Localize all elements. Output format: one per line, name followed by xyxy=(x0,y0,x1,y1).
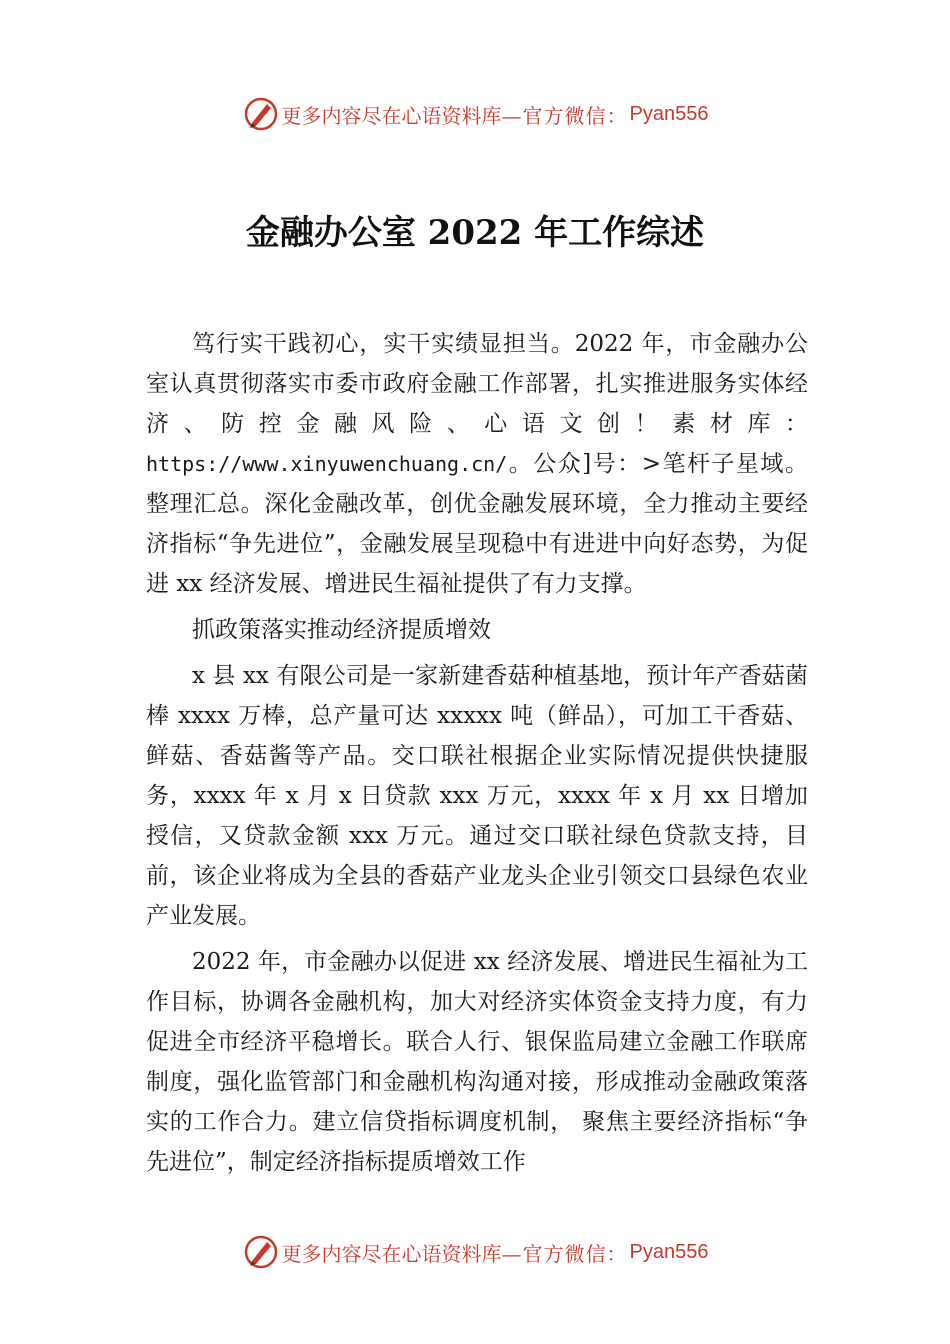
paragraph-summary: 2022 年，市金融办以促进 xx 经济发展、增进民生福祉为工作目标，协调各金融机构，加大对经济实体资金支持力度，有力促进全市经济平稳增长。联合人行、银保监局建立金融工作联席制度，强化监管部门和金融机构沟通对接，形成推动金融政策落实的工作合力。建立信贷指标调度机制， 聚焦主要经济指标“争先进位”，制定经济指标提质增效工作 xyxy=(146,949,808,1175)
pen-logo-icon xyxy=(242,1233,280,1271)
banner-main-text: 更多内容尽在心语资料库 xyxy=(281,1241,502,1266)
banner-sub-text: —官方微信： xyxy=(501,1241,628,1266)
paragraph-intro-url: https://www.xinyuwenchuang.cn/ xyxy=(146,452,508,476)
document-body xyxy=(146,324,808,1182)
document-title: 金融办公室 2022 年工作综述 xyxy=(245,213,705,253)
paragraph-intro-part2: 。公众]号：>笔杆子星域。整理汇总。深化金融改革，创优金融发展环境，全力推动主要经济指标“争先进位”，金融发展呈现稳中有进进中向好态势，为促进 xx 经济发展、增进民生福祉提供了有力支撑。 xyxy=(146,451,808,597)
paragraph-intro xyxy=(146,324,808,604)
header-banner xyxy=(0,94,950,134)
section-heading: 抓政策落实推动经济提质增效 xyxy=(192,617,491,643)
banner-wechat-id: Pyan556 xyxy=(629,1240,709,1263)
banner-main-text: 更多内容尽在心语资料库 xyxy=(281,103,502,128)
pen-logo-icon xyxy=(242,95,280,133)
banner-sub-text: —官方微信： xyxy=(501,103,628,128)
paragraph-intro-part1: 笃行实干践初心，实干实绩显担当。2022 年，市金融办公室认真贯彻落实市委市政府金融工作部署，扎实推进服务实体经济、防控金融风险、心语文创！素材库： xyxy=(146,331,808,437)
banner-wechat-id: Pyan556 xyxy=(629,102,709,125)
footer-banner xyxy=(0,1232,950,1272)
paragraph-case: x 县 xx 有限公司是一家新建香菇种植基地，预计年产香菇菌棒 xxxx 万棒，总产量可达 xxxxx 吨（鲜品），可加工干香菇、鲜菇、香菇酱等产品。交口联社根据企业实际情况提供快捷服务，xxxx 年 x 月 x 日贷款 xxx 万元，xxxx 年 x 月 xx 日增加授信，又贷款金额 xxx 万元。通过交口联社绿色贷款支持，目前，该企业将成为全县的香菇产业龙头企业引领交口县绿色农业产业发展。 xyxy=(146,663,808,929)
